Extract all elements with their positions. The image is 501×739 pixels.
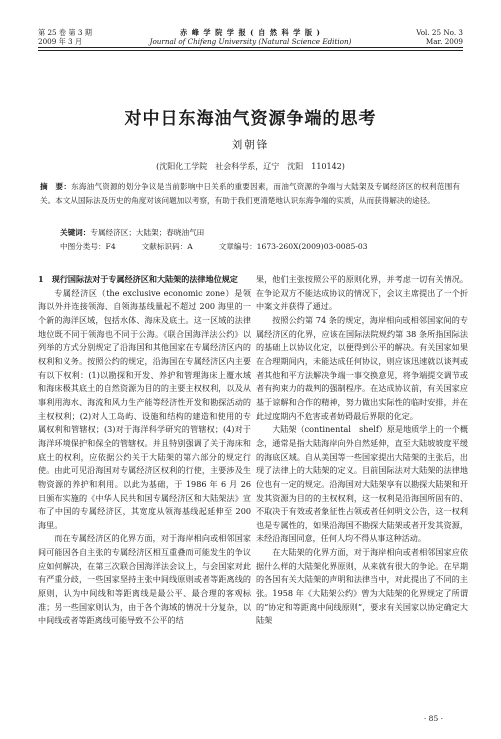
body-paragraph: 果，他们主张按照公平的原则化界，并考虑一切有关情况。在争论双方不能达成协议的情况下，会议主席提出了一个折中案文并获得了通过。 (256, 274, 468, 312)
journal-title-en: Journal of Chifeng University (Natural Science Edition) (149, 37, 352, 46)
volume-issue-text: 第 25 卷 第 3 期 (38, 28, 92, 37)
page-number: · 85 · (423, 714, 443, 723)
body-paragraph: 按照公约第 74 条的规定，海岸相向或相邻国家间的专属经济区的化界，应该在国际法院规约第 38 条所指国际法的基础上以协议化定，以便得到公平的解决。有关国家如果在合理期间内，未能达成任何协议，则应该迅速就以谈判或者其他和平方法解决争端一事交换意见，将争端提交调节或者有拘束力的裁判的强制程序。在达成协议前，有关国家应基于谅解和合作的精神，努力做出实际性的临时安排，并在此过度期内不危害或者妨碍最后界限的化定。 (256, 314, 468, 421)
body-column-left (38, 273, 251, 628)
abstract-label: 摘 要： (40, 182, 72, 191)
keywords (60, 227, 204, 238)
header-rule-bottom (38, 50, 463, 51)
publication-date-text: 2009 年 3 月 (38, 37, 83, 46)
abstract (40, 180, 460, 208)
keywords-label: 关键词： (60, 228, 91, 237)
publication-date-en: Mar. 2009 (425, 37, 463, 46)
article-author: 刘朝锋 (231, 139, 270, 151)
volume-issue-en: Vol. 25 No. 3 (416, 28, 463, 37)
document-code: 文献标识码：A (141, 242, 193, 251)
section-heading: 1 现行国际法对于专属经济区和大陆架的法律地位规定 (38, 274, 238, 284)
author-affiliation: (沈阳化工学院 社会科学系，辽宁 沈阳 110142) (156, 162, 345, 171)
article-number: 文章编号：1673-260X(2009)03-0085-03 (218, 242, 368, 251)
body-paragraph: 专属经济区（the exclusive economic zone）是领海以外并连接领海、自领海基线量起不超过 200 海里的一个新的海洋区域，包括水体、海床及底土。这一区域的法律地位既不同于领海也不同于公海。《联合国海洋法公约》以列举的方式分别规定了沿海国和其他国家在专属经济区内的权利和义务。按照公约的规定，沿海国在专属经济区内主要有以下权利：(1)以勘探和开发、养护和管理海床上覆水域和海床极其底土的自然资源为目的的主要主权权利，以及从事利用海水、海流和风力生产能等经济性开发和勘探活动的主权权利；(2)对人工岛屿、设施和结构的建造和使用的专属权利和管辖权；(3)对于海洋科学研究的管辖权；(4)对于海洋环境保护和保全的管辖权。并且特别强调了关于海床和底土的权利，应依据公约关于大陆架的第六部分的规定行使。由此可见沿海国对专属经济区权利的行使，主要涉及生物资源的养护和利用。以此为基础，于 1986 年 6 月 26 日颁布实施的《中华人民共和国专属经济区和大陆架法》宣布了中国的专属经济区，其宽度从领海基线起延伸至 200 海里。 (38, 287, 251, 530)
body-column-right (256, 273, 468, 628)
clc-number: 中图分类号：F4 (60, 242, 116, 251)
journal-volume-en (416, 28, 463, 46)
header-rule-top (38, 47, 463, 48)
journal-title-cn: 赤 峰 学 院 学 报 ( 自 然 科 学 版 ) (180, 28, 321, 37)
keywords-text: 专属经济区；大陆架；春晓油气田 (90, 228, 205, 237)
abstract-text: 东海油气资源的划分争议是当前影响中日关系的重要因素，而油气资源的争端与大陆架及专属经济区的权利范围有关。本文从国际法及历史的角度对该问题加以考察，有助于我们更清楚地认识东海争端的实质，从而获得解决的途径。 (40, 182, 460, 205)
body-paragraph: 大陆架（continental shelf）原是地质学上的一个概念，通常是指大陆海岸向外自然延伸，直至大陆坡坡度平缓的海底区域。自从美国等一些国家提出大陆架的主张后，出现了法律上的大陆架的定义。目前国际法对大陆架的法律地位也有一定的规定。沿海国对大陆架享有以勘探大陆架和开发其资源为目的的主权权利，这一权利是沿海国所固有的、不取决于有效或者象征性占领或者任何明文公告，这一权利也是专属性的，如果沿海国不勘探大陆架或者开发其资源，未经沿海国同意，任何人均不得从事这种活动。 (256, 424, 468, 544)
body-paragraph: 在大陆架的化界方面，对于海岸相向或者相邻国家应依据什么样的大陆架化界原则，从来就有很大的争论。在早期的各国有关大陆架的声明和法律当中，对此提出了不同的主张。1958 年《大陆架公约》曾为大陆架的化界规定了所谓的“协定和等距离中间线原则”，要求有关国家以协定确定大陆架 (256, 547, 468, 626)
article-title: 对中日东海油气资源争端的思考 (124, 109, 377, 129)
body-paragraph: 而在专属经济区的化界方面，对于海岸相向或相邻国家间可能因各自主张的专属经济区相互重叠而可能发生的争议应如何解决，在第三次联合国海洋法会议上，与会国家对此有严重分歧，一些国家坚持主张中间线原则或者等距离线的原则，认为中间线和等距离线是最公平、最合理的客观标准；另一些国家则认为，由于各个海域的情况十分复杂，以中间线或者等距离线可能导致不公平的结 (38, 533, 251, 626)
classification-line (60, 241, 394, 252)
